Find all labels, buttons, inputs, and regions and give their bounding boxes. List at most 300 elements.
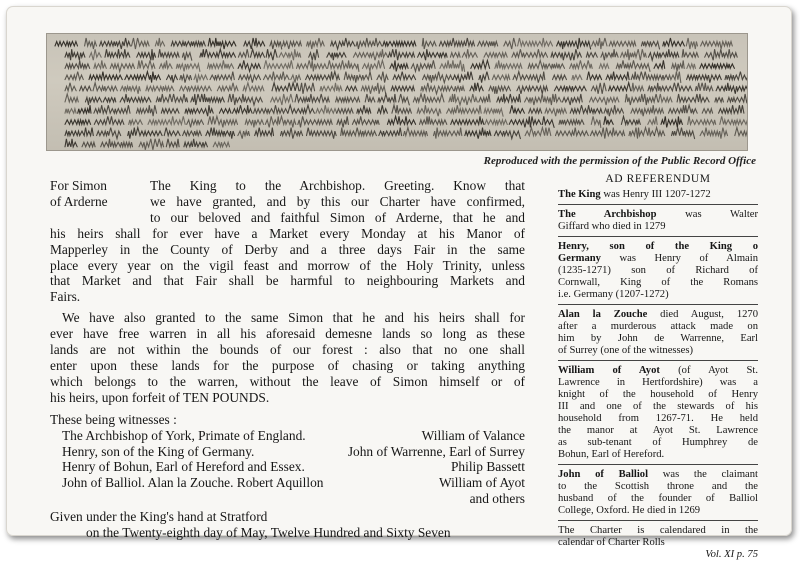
script-stroke xyxy=(702,109,712,114)
note-term: John of Balliol xyxy=(558,469,649,480)
script-stroke xyxy=(94,116,124,124)
script-stroke xyxy=(631,72,668,80)
script-stroke xyxy=(100,38,131,49)
script-stroke xyxy=(65,94,78,102)
script-stroke xyxy=(94,105,130,113)
script-stroke xyxy=(387,116,415,124)
script-stroke xyxy=(208,116,238,127)
script-stroke xyxy=(720,116,748,127)
witness-name: John of Warrenne, Earl of Surrey xyxy=(347,443,525,459)
script-stroke xyxy=(672,60,685,71)
script-stroke xyxy=(327,53,346,61)
note-reference: Vol. XI p. 75 xyxy=(705,549,758,560)
script-stroke xyxy=(663,38,685,46)
script-stroke xyxy=(65,109,76,114)
note-term: Germany xyxy=(558,253,601,264)
script-stroke xyxy=(484,109,503,117)
charter-manuscript-image xyxy=(46,33,748,151)
paragraph-line: We have also granted to the same Simon that he and his heirs shall for xyxy=(62,310,525,326)
script-stroke xyxy=(272,83,299,91)
paragraph-line: enter upon these lands for the purpose of chasing or taking anything xyxy=(50,357,525,373)
script-stroke xyxy=(440,60,465,71)
script-stroke xyxy=(447,105,482,113)
script-stroke xyxy=(156,94,187,102)
script-stroke xyxy=(525,128,551,136)
note-text: i.e. Germany (1207-1272) xyxy=(558,289,669,300)
script-stroke xyxy=(572,75,582,80)
script-stroke xyxy=(676,83,692,91)
script-stroke xyxy=(344,72,372,83)
script-stroke xyxy=(454,86,464,91)
script-stroke xyxy=(298,116,332,127)
script-stroke xyxy=(65,72,83,80)
paragraph-line: which belongs to the warren, without the leave of Simon himself or of xyxy=(50,373,525,389)
note-text: Giffard who died in 1279 xyxy=(558,221,666,232)
script-stroke xyxy=(265,116,296,127)
script-stroke xyxy=(509,116,541,127)
script-stroke xyxy=(510,105,525,113)
script-stroke xyxy=(94,60,106,68)
script-stroke xyxy=(393,72,416,80)
script-stroke xyxy=(129,120,143,125)
script-stroke xyxy=(715,98,724,103)
note-text: him by John de Warrenne, Earl xyxy=(558,333,758,344)
script-stroke xyxy=(128,128,162,139)
script-stroke xyxy=(423,72,453,83)
note-text: was the claimant xyxy=(648,469,758,480)
note-text: The Charter is calendared in the xyxy=(558,525,758,536)
witness-name: William of Ayot xyxy=(438,475,525,491)
script-stroke xyxy=(219,109,231,114)
script-stroke xyxy=(450,53,460,58)
note-text: was Henry III 1207-1272 xyxy=(600,189,711,200)
script-stroke xyxy=(528,60,564,68)
script-stroke xyxy=(270,42,282,50)
note-text: household from 1267-71. He held xyxy=(558,413,758,424)
note-text: (1235-1271) son of Richard of xyxy=(558,265,758,276)
script-stroke xyxy=(158,49,179,57)
script-stroke xyxy=(85,98,101,106)
script-stroke xyxy=(512,49,548,57)
script-stroke xyxy=(85,38,97,49)
script-stroke xyxy=(159,60,172,68)
script-stroke xyxy=(363,60,385,71)
script-stroke xyxy=(65,60,90,68)
note-term: The King xyxy=(558,189,601,200)
script-stroke xyxy=(383,42,416,47)
handwritten-charter-script xyxy=(47,34,748,151)
note-text: was Walter xyxy=(656,209,758,220)
script-stroke xyxy=(352,116,379,124)
script-stroke xyxy=(97,128,121,139)
script-stroke xyxy=(89,72,122,80)
script-stroke xyxy=(451,116,484,124)
script-stroke xyxy=(661,116,682,127)
script-stroke xyxy=(399,94,410,105)
script-stroke xyxy=(563,94,583,105)
script-stroke xyxy=(194,75,207,83)
script-stroke xyxy=(649,49,679,60)
script-stroke xyxy=(677,94,709,102)
script-stroke xyxy=(185,105,213,116)
script-stroke xyxy=(632,83,644,91)
script-stroke xyxy=(554,86,586,91)
witness-line: and others xyxy=(469,491,525,507)
script-stroke xyxy=(365,94,375,102)
script-stroke xyxy=(191,94,225,105)
script-stroke xyxy=(489,86,511,94)
script-stroke xyxy=(654,128,664,136)
note-text: husband of the founder of Balliol xyxy=(558,493,758,504)
script-stroke xyxy=(378,94,396,102)
script-stroke xyxy=(695,83,713,91)
script-stroke xyxy=(388,49,414,60)
script-stroke xyxy=(599,64,609,69)
script-stroke xyxy=(180,86,212,91)
script-stroke xyxy=(148,116,185,124)
script-stroke xyxy=(449,94,477,105)
paragraph-line: his heirs, upon forfeit of TEN POUNDS. xyxy=(50,389,270,405)
script-stroke xyxy=(283,42,302,50)
script-stroke xyxy=(337,109,353,114)
script-stroke xyxy=(377,72,388,83)
script-stroke xyxy=(200,49,236,57)
script-stroke xyxy=(719,105,744,113)
note-archbishop xyxy=(558,208,758,237)
script-stroke xyxy=(297,60,327,71)
script-stroke xyxy=(161,109,179,114)
note-text: calendar of Charter Rolls xyxy=(558,537,665,548)
script-stroke xyxy=(65,128,93,136)
script-stroke xyxy=(604,105,624,116)
script-stroke xyxy=(485,120,508,125)
witness-heading: These being witnesses : xyxy=(50,411,177,427)
script-stroke xyxy=(570,60,593,68)
note-text: as sub-tenant of Humphrey de xyxy=(558,437,758,448)
script-stroke xyxy=(65,120,91,125)
note-text: Bohun, Earl of Hereford. xyxy=(558,449,665,460)
ad-referendum-sidebar xyxy=(558,173,758,567)
paragraph-line: The King to the Archbishop. Greeting. Know that xyxy=(150,178,525,193)
script-stroke xyxy=(379,128,402,136)
script-stroke xyxy=(217,83,238,91)
script-stroke xyxy=(65,49,85,60)
script-stroke xyxy=(686,38,697,49)
script-stroke xyxy=(659,94,672,102)
witness-line xyxy=(50,475,525,491)
witness-line xyxy=(50,428,525,444)
script-stroke xyxy=(320,83,342,91)
witness-name: Henry, son of the King of Germany. xyxy=(62,443,255,459)
script-stroke xyxy=(479,94,490,102)
script-stroke xyxy=(183,131,202,136)
script-stroke xyxy=(307,128,337,139)
script-stroke xyxy=(341,128,377,136)
witness-name: The Archbishop of York, Primate of England. xyxy=(62,427,306,443)
note-text: was Henry of Almain xyxy=(600,253,758,264)
script-stroke xyxy=(492,75,510,80)
script-stroke xyxy=(228,94,262,105)
script-stroke xyxy=(434,128,462,139)
script-stroke xyxy=(601,49,618,60)
witness-name: William of Valance xyxy=(421,427,525,443)
script-stroke xyxy=(513,72,545,83)
script-stroke xyxy=(504,38,516,49)
script-stroke xyxy=(80,86,92,91)
script-stroke xyxy=(705,49,738,60)
script-stroke xyxy=(306,72,340,80)
script-stroke xyxy=(337,116,349,127)
script-stroke xyxy=(700,128,727,139)
script-stroke xyxy=(78,105,91,113)
note-text: of Surrey (one of the witnesses) xyxy=(558,345,694,356)
note-alan-la-zouche xyxy=(558,308,758,361)
paragraph-line: to our beloved and faithful Simon of Arderne, that he and xyxy=(150,209,525,225)
script-stroke xyxy=(586,53,597,58)
script-stroke xyxy=(529,109,542,114)
script-stroke xyxy=(155,38,164,46)
script-stroke xyxy=(471,60,490,68)
script-stroke xyxy=(120,86,140,94)
script-stroke xyxy=(390,60,408,71)
witness-line xyxy=(50,459,525,475)
script-stroke xyxy=(264,60,279,68)
script-stroke xyxy=(103,98,116,103)
paragraph-line: Mapperley in the County of Derby and a three days Fair in the same xyxy=(50,241,525,257)
note-text: knight of the household of Henry xyxy=(558,389,758,400)
script-stroke xyxy=(238,60,260,71)
script-stroke xyxy=(357,105,371,113)
script-stroke xyxy=(255,128,274,136)
script-stroke xyxy=(497,94,521,102)
paragraph-line: that Market and that Fair shall be harmful to neighbouring Markets and xyxy=(50,273,525,289)
script-stroke xyxy=(271,94,293,105)
script-stroke xyxy=(553,75,567,80)
script-stroke xyxy=(479,72,489,83)
script-stroke xyxy=(654,60,665,68)
script-stroke xyxy=(180,75,192,83)
script-stroke xyxy=(139,139,164,150)
script-stroke xyxy=(392,105,412,113)
note-text: College, Oxford. He died in 1269 xyxy=(558,505,701,516)
script-stroke xyxy=(629,128,654,139)
script-stroke xyxy=(557,38,591,49)
script-stroke xyxy=(331,38,355,49)
script-stroke xyxy=(621,49,647,60)
script-stroke xyxy=(495,60,522,68)
script-stroke xyxy=(132,38,150,49)
script-stroke xyxy=(478,42,498,47)
note-calendar-reference xyxy=(558,524,758,564)
note-text: died August, 1270 xyxy=(647,309,759,320)
script-stroke xyxy=(336,98,360,103)
script-stroke xyxy=(421,83,454,94)
margin-label: of Arderne xyxy=(50,193,108,209)
witness-line xyxy=(50,444,525,460)
script-stroke xyxy=(138,60,155,68)
script-stroke xyxy=(187,120,204,128)
script-stroke xyxy=(164,128,180,136)
script-stroke xyxy=(570,105,602,113)
witness-name: Philip Bassett xyxy=(450,459,525,475)
script-stroke xyxy=(518,38,553,46)
script-stroke xyxy=(238,49,248,57)
script-stroke xyxy=(309,49,319,60)
script-stroke xyxy=(167,75,178,83)
script-stroke xyxy=(591,83,606,94)
script-stroke xyxy=(171,42,205,47)
note-text: III and one of the stewards of his xyxy=(558,401,758,412)
script-stroke xyxy=(606,72,629,80)
script-stroke xyxy=(727,94,748,102)
script-stroke xyxy=(616,60,650,71)
image-credit: Reproduced with the permission of the Public Record Office xyxy=(483,155,756,167)
script-stroke xyxy=(701,42,733,50)
script-stroke xyxy=(631,105,664,116)
script-stroke xyxy=(146,86,174,91)
script-stroke xyxy=(233,105,253,113)
script-stroke xyxy=(110,64,134,72)
script-stroke xyxy=(243,83,264,91)
script-stroke xyxy=(93,83,117,91)
script-stroke xyxy=(687,75,722,83)
note-john-of-balliol xyxy=(558,468,758,521)
script-stroke xyxy=(700,64,735,69)
script-stroke xyxy=(105,49,130,57)
script-stroke xyxy=(682,49,698,57)
script-stroke xyxy=(346,86,358,91)
script-stroke xyxy=(542,116,554,127)
sidebar-title: AD REFERENDUM xyxy=(605,173,711,185)
note-text: Cornwall, King of the Romans xyxy=(558,277,758,288)
script-stroke xyxy=(587,72,602,80)
script-stroke xyxy=(55,42,78,47)
script-stroke xyxy=(213,142,229,147)
script-stroke xyxy=(525,94,562,105)
note-term: The Archbishop xyxy=(558,209,657,220)
script-stroke xyxy=(422,38,436,49)
given-line: on the Twenty-eighth day of May, Twelve Hundred and Sixty Seven xyxy=(86,525,451,541)
script-stroke xyxy=(641,42,659,50)
script-stroke xyxy=(391,86,414,91)
note-text: (of Ayot St. xyxy=(659,365,758,376)
paragraph-line: we have granted, and by this our Charter have confirmed, xyxy=(150,193,525,209)
script-stroke xyxy=(411,60,435,71)
script-stroke xyxy=(266,49,277,60)
script-stroke xyxy=(176,64,200,72)
script-stroke xyxy=(735,128,748,136)
given-line: Given under the King's hand at Stratford xyxy=(50,509,268,525)
script-stroke xyxy=(439,38,474,46)
script-stroke xyxy=(295,94,329,102)
script-stroke xyxy=(559,120,584,125)
script-stroke xyxy=(404,128,428,136)
script-stroke xyxy=(245,120,263,128)
script-stroke xyxy=(453,72,473,83)
script-stroke xyxy=(184,139,208,147)
script-stroke xyxy=(300,83,315,94)
script-stroke xyxy=(136,105,156,116)
script-stroke xyxy=(356,38,382,49)
paragraph-line: his heirs shall for ever have a Market every Monday at his Manor of xyxy=(50,225,525,241)
note-henry-of-almain xyxy=(558,240,758,305)
script-stroke xyxy=(378,105,388,113)
note-text: Lawrence in Hertfordshire) was a xyxy=(558,377,758,388)
note-the-king xyxy=(558,188,758,205)
paragraph-line: Fairs. xyxy=(50,289,81,305)
script-stroke xyxy=(207,60,233,68)
note-term: Alan la Zouche xyxy=(558,309,648,320)
script-stroke xyxy=(307,38,325,49)
script-stroke xyxy=(716,83,748,94)
script-stroke xyxy=(604,116,613,124)
script-stroke xyxy=(120,94,151,102)
script-stroke xyxy=(725,72,748,80)
script-stroke xyxy=(206,128,235,139)
paragraph-line: lands are not within the bounds of our forest : also that no one shall xyxy=(50,342,525,358)
script-stroke xyxy=(688,116,716,124)
script-stroke xyxy=(82,142,95,147)
script-stroke xyxy=(89,49,101,60)
script-stroke xyxy=(279,60,293,68)
paragraph-line: ever have free warren in all his aforesaid demesne lands so long as these xyxy=(50,326,525,342)
note-text: the manor at Ayot St. Lawrence xyxy=(558,425,758,436)
script-stroke xyxy=(609,83,631,91)
script-stroke xyxy=(291,75,301,83)
note-william-of-ayot xyxy=(558,364,758,465)
script-stroke xyxy=(288,105,315,113)
script-stroke xyxy=(166,139,179,147)
script-stroke xyxy=(591,116,601,127)
script-stroke xyxy=(264,72,290,80)
script-stroke xyxy=(137,49,156,60)
script-stroke xyxy=(125,72,161,83)
note-text: to the Scottish throne and the xyxy=(558,481,758,492)
script-stroke xyxy=(101,139,133,147)
script-stroke xyxy=(668,72,681,83)
script-stroke xyxy=(648,83,676,91)
script-stroke xyxy=(420,116,447,124)
script-stroke xyxy=(238,131,250,139)
script-stroke xyxy=(210,72,234,80)
script-stroke xyxy=(182,53,191,61)
script-stroke xyxy=(413,94,444,102)
script-stroke xyxy=(625,94,658,105)
script-stroke xyxy=(551,49,581,60)
note-term: William of Ayot xyxy=(558,365,660,376)
script-stroke xyxy=(590,128,624,139)
paragraph-line: place every year on the vigil feast and morrow of the Holy Trinity, unless xyxy=(50,257,525,273)
script-stroke xyxy=(687,64,696,69)
script-stroke xyxy=(239,75,261,83)
script-stroke xyxy=(251,49,265,57)
script-stroke xyxy=(669,105,698,113)
script-stroke xyxy=(254,105,288,113)
script-stroke xyxy=(556,128,589,136)
script-stroke xyxy=(281,128,303,139)
witness-name: Henry of Bohun, Earl of Hereford and Essex. xyxy=(62,459,305,475)
script-stroke xyxy=(465,128,491,139)
script-stroke xyxy=(462,49,477,57)
script-stroke xyxy=(244,38,265,49)
script-stroke xyxy=(65,139,77,147)
script-stroke xyxy=(545,109,566,117)
script-stroke xyxy=(328,60,359,71)
script-stroke xyxy=(592,38,607,49)
script-stroke xyxy=(609,42,636,47)
script-stroke xyxy=(517,86,548,94)
script-stroke xyxy=(648,116,657,124)
